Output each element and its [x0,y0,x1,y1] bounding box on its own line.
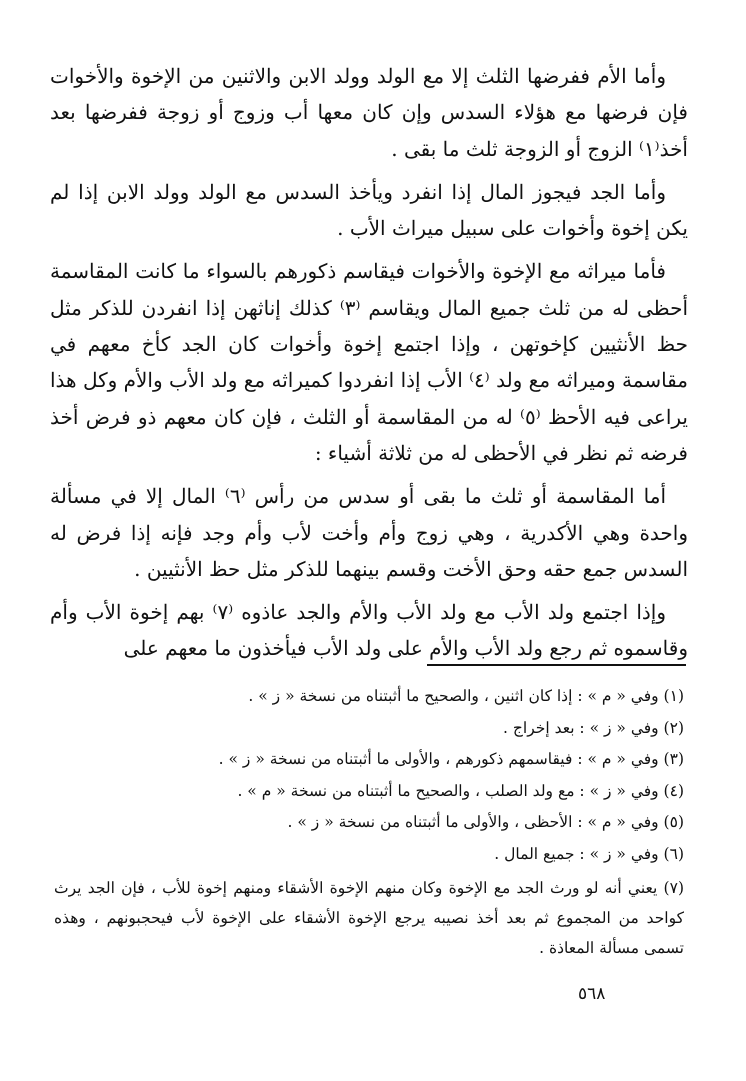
page-number: ٥٦٨ [578,984,606,1004]
paragraph-grandfather-alone: وأما الجد فيجوز المال إذا انفرد ويأخذ السدس مع الولد وولد الابن إذا لم يكن إخوة وأخوات على سبيل ميراث الأب . [50,179,688,241]
paragraph-mother-share: وأما الأم ففرضها الثلث إلا مع الولد وولد الابن والاثنين من الإخوة والأخوات فإن فرضها مع هؤلاء السدس وإن كان معها أب وزوج أو زوجة ففرضها بعد أخذ⁽١⁾ الزوج أو الزوجة ثلث ما بقى . [50,64,688,161]
footnote-7: (٧) يعني أنه لو ورث الجد مع الإخوة وكان منهم الإخوة الأشقاء ومنهم إخوة للأب ، فإن الجد يرث كواحد من المجموع ثم بعد أخذ نصيبه يرجع الإخوة الأشقاء على الإخوة لأب فيحجبونهم ، وهذه تسمى مسألة المعاذة . [54,878,684,957]
footnote-6: (٦) وفي « ز » : جميع المال . [494,844,684,863]
footnote-1: (١) وفي « م » : إذا كان اثنين ، والصحيح ما أثبتناه من نسخة « ز » . [248,687,684,705]
footnote-3: (٣) وفي « م » : فيقاسمهم ذكورهم ، والأولى ما أثبتناه من نسخة « ز » . [218,750,684,769]
footnote-2: (٢) وفي « ز » : بعد إخراج . [503,718,684,737]
paragraph-akdariyya: أما المقاسمة أو ثلث ما بقى أو سدس من رأس ⁽٦⁾ المال إلا في مسألة واحدة وهي الأكدرية ، وهي زوج وأم وأخت لأب وأم وجد فإنه إذا فرض له السدس جمع حقه وحق الأخت وقسم بينهما للذكر مثل حظ الأنثيين . [50,484,688,581]
footnotes-section [54,681,684,963]
footnote-5: (٥) وفي « م » : الأحظى ، والأولى ما أثبتناه من نسخة « ز » . [287,813,684,832]
paragraph-paternal-siblings: وإذا اجتمع ولد الأب مع ولد الأب والأم والجد عاذوه ⁽٧⁾ بهم إخوة الأب وأم وقاسموه ثم رجع ولد الأب والأم على ولد الأب فيأخذون ما معهم على [50,600,688,661]
paragraph-grandfather-with-siblings: فأما ميراثه مع الإخوة والأخوات فيقاسم ذكورهم بالسواء ما كانت المقاسمة أحظى له من ثلث جميع المال ويقاسم ⁽٣⁾ كذلك إناثهن إذا انفردن للذكر مثل حظ الأنثيين كإخوتهن ، وإذا اجتمع إخوة وأخوات كان الجد كأخ معهم في مقاسمة وميراثه مع ولد ⁽٤⁾ الأب إذا انفردوا كميراثه مع ولد الأب والأم وكل هذا يراعى فيه الأحظ ⁽٥⁾ له من المقاسمة أو الثلث ، فإن كان معهم ذو فرض أخذ فرضه ثم نظر في الأحظى له من ثلاثة أشياء : [50,259,689,465]
footnote-4: (٤) وفي « ز » : مع ولد الصلب ، والصحيح ما أثبتناه من نسخة « م » . [237,781,684,800]
main-text-body [50,58,688,674]
footnote-separator-line [427,664,686,666]
